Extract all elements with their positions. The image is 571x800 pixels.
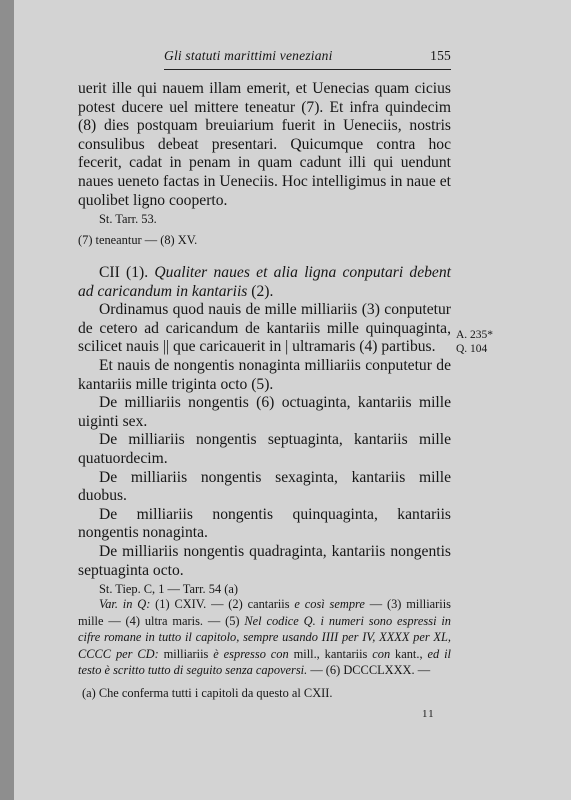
paragraph: uerit ille qui nauem illam emerit, et Uenecias quam cicius potest ducere uel mittere teneatur (7). Et infra quindecim (8) dies postquam breuiarium fuerit in Ueneciis, nostris consulibus debeat presentari. Quicumque contra hoc fecerit, cadat in penam in quam cadunt illi qui uendunt naues ueneto factas in Ueneciis. Hoc intelligimus in naue et quolibet ligno cooperto. bbox=[78, 80, 451, 209]
source-reference: St. Tiep. C, 1 — Tarr. 54 (a) bbox=[99, 582, 238, 597]
variant-lead: Var. in Q: bbox=[99, 597, 151, 611]
book-page bbox=[14, 0, 571, 800]
paragraph: Ordinamus quod nauis de mille milliariis (3) conputetur de cetero ad caricandum de kantariis mille quinquaginta, scilicet nauis || que caricauerit in | ultramaris (4) partibus. bbox=[78, 301, 451, 356]
footnotes-variants bbox=[78, 596, 451, 702]
variant-comment: con bbox=[372, 646, 391, 661]
variant-text: — (6) DCCCLXXX. — bbox=[310, 663, 431, 678]
paragraph: De milliariis nongentis septuaginta, kantariis mille quatuordecim. bbox=[78, 431, 451, 467]
paragraph: Et nauis de nongentis nonaginta milliariis conputetur de kantariis mille triginta octo (5). bbox=[78, 356, 451, 393]
variant-text: — (3) milliariis mille — (4) ultra maris. — (5) bbox=[78, 597, 451, 628]
margin-line: A. 235* bbox=[456, 329, 494, 341]
signature-mark: 11 bbox=[422, 708, 435, 720]
chapter-cii bbox=[78, 264, 451, 597]
running-header bbox=[164, 48, 451, 70]
variant-comment: ed il testo è scritto tutto di seguito senza capoversi. bbox=[78, 646, 451, 678]
chapter-title-ref: (2). bbox=[251, 282, 274, 300]
page-number: 155 bbox=[430, 48, 451, 63]
footnote: (7) teneantur — (8) XV. bbox=[78, 233, 198, 247]
variant-readings bbox=[78, 596, 451, 679]
variant-text: kant., bbox=[395, 646, 423, 661]
margin-line: Q. 104 bbox=[456, 343, 488, 355]
paragraph: De milliariis nongentis quadraginta, kantariis nongentis septuaginta octo. bbox=[78, 542, 451, 579]
variant-text: mill., kantariis bbox=[293, 646, 368, 661]
chapter-heading bbox=[78, 264, 451, 301]
chapter-title: Qualiter naues et alia ligna conputari debent ad caricandum in kantariis bbox=[78, 264, 451, 300]
variant-comment: e così sempre bbox=[294, 597, 365, 611]
paragraph: De milliariis nongentis (6) octuaginta, kantariis mille uiginti sex. bbox=[78, 394, 451, 430]
statute-continuation bbox=[78, 80, 451, 227]
paragraph: De milliariis nongentis sexaginta, kantariis mille duobus. bbox=[78, 468, 451, 505]
source-reference: St. Tarr. 53. bbox=[99, 212, 157, 227]
chapter-number: CII (1). bbox=[99, 264, 149, 281]
variant-text: milliariis bbox=[163, 646, 209, 661]
running-title: Gli statuti marittimi veneziani bbox=[164, 48, 333, 63]
variant-comment: è espresso con bbox=[213, 646, 289, 661]
paragraph: De milliariis nongentis quinquaginta, kantariis nongentis nonaginta. bbox=[78, 505, 451, 542]
footnotes-top bbox=[78, 232, 451, 249]
variant-comment: Nel codice Q. i numeri sono espressi in cifre romane in tutto il capitolo, sempre usando IIII per IV, XXXX per XL, CCCC per CD: bbox=[78, 613, 451, 661]
margin-note bbox=[456, 328, 493, 356]
variant-text: (1) CXIV. — (2) cantariis bbox=[155, 597, 290, 611]
footnote: (a) Che conferma tutti i capitoli da questo al CXII. bbox=[82, 685, 333, 700]
